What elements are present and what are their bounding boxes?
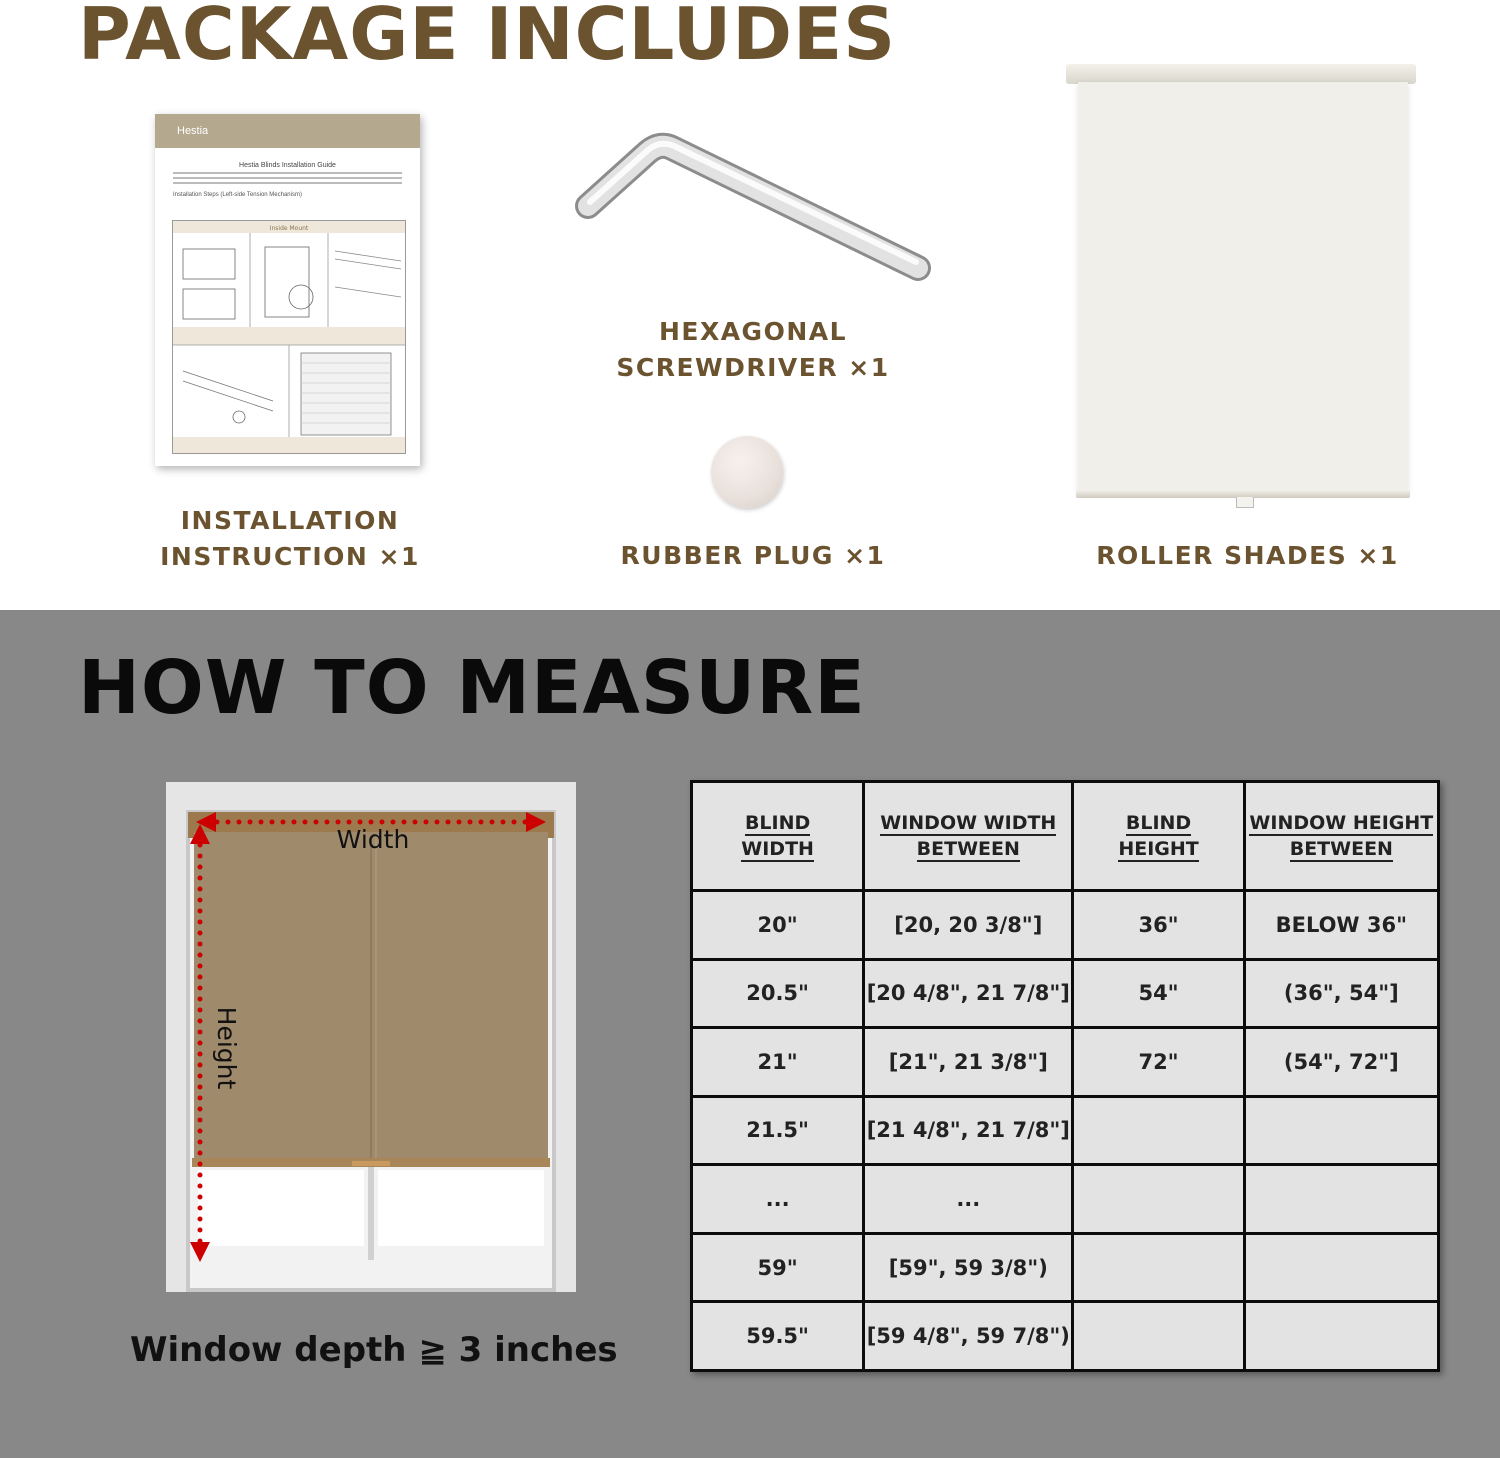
cell-window-width: [59 4/8", 59 7/8") bbox=[864, 1302, 1073, 1371]
guide-diagram-grid bbox=[172, 220, 406, 454]
screwdriver-label-line1: HEXAGONAL bbox=[658, 317, 848, 346]
cell-blind-height: 36" bbox=[1073, 891, 1244, 960]
roller-shades-label: ROLLER SHADES ×1 bbox=[1096, 541, 1399, 570]
cell-window-width: [20, 20 3/8"] bbox=[864, 891, 1073, 960]
table-row bbox=[692, 1096, 1439, 1165]
roller-shade-headrail bbox=[1066, 64, 1416, 84]
table-row bbox=[692, 891, 1439, 960]
measure-illustration bbox=[166, 782, 576, 1292]
cell-window-height bbox=[1244, 1233, 1438, 1302]
roller-shade-pull-tab bbox=[1236, 497, 1254, 508]
size-table bbox=[690, 780, 1440, 1372]
cell-blind-height bbox=[1073, 1165, 1244, 1234]
cell-blind-width: 21.5" bbox=[692, 1096, 864, 1165]
cell-window-height bbox=[1244, 1302, 1438, 1371]
package-title: PACKAGE INCLUDES bbox=[78, 0, 897, 76]
table-row bbox=[692, 959, 1439, 1028]
rubber-plug-image bbox=[711, 436, 783, 508]
cell-blind-height: 72" bbox=[1073, 1028, 1244, 1097]
guide-steps-heading: Installation Steps (Left-side Tension Mechanism) bbox=[173, 192, 302, 198]
hex-key-icon bbox=[570, 130, 940, 290]
cell-blind-width: 21" bbox=[692, 1028, 864, 1097]
rubber-plug-label: RUBBER PLUG ×1 bbox=[620, 541, 886, 570]
cell-blind-width: ... bbox=[692, 1165, 864, 1234]
cell-blind-width: 20.5" bbox=[692, 959, 864, 1028]
header-blind-height: BLIND HEIGHT bbox=[1073, 782, 1244, 891]
cell-window-width: [21 4/8", 21 7/8"] bbox=[864, 1096, 1073, 1165]
cell-blind-width: 59.5" bbox=[692, 1302, 864, 1371]
cell-window-height bbox=[1244, 1165, 1438, 1234]
guide-mount-label: Inside Mount bbox=[269, 225, 309, 232]
table-row bbox=[692, 1165, 1439, 1234]
installation-label-line1: INSTALLATION bbox=[180, 506, 400, 535]
roller-shade-fabric bbox=[1078, 82, 1408, 492]
guide-text-line bbox=[173, 177, 402, 179]
cell-blind-height bbox=[1073, 1096, 1244, 1165]
table-row bbox=[692, 1302, 1439, 1371]
package-section bbox=[0, 0, 1500, 610]
width-label: Width bbox=[336, 825, 410, 854]
cell-window-height: BELOW 36" bbox=[1244, 891, 1438, 960]
guide-brand: Hestia bbox=[177, 125, 209, 137]
cell-window-width: ... bbox=[864, 1165, 1073, 1234]
window-depth-note: Window depth ≧ 3 inches bbox=[130, 1330, 618, 1370]
cell-blind-height bbox=[1073, 1233, 1244, 1302]
header-blind-width: BLIND WIDTH bbox=[692, 782, 864, 891]
guide-header bbox=[155, 114, 420, 148]
guide-text-line bbox=[173, 172, 402, 174]
cell-blind-width: 20" bbox=[692, 891, 864, 960]
cell-blind-width: 59" bbox=[692, 1233, 864, 1302]
header-window-height-between: WINDOW HEIGHT BETWEEN bbox=[1244, 782, 1438, 891]
guide-heading: Hestia Blinds Installation Guide bbox=[239, 162, 336, 169]
how-to-measure-title: HOW TO MEASURE bbox=[78, 645, 866, 731]
header-window-width-between: WINDOW WIDTH BETWEEN bbox=[864, 782, 1073, 891]
table-header-row bbox=[692, 782, 1439, 891]
cell-window-height: (36", 54"] bbox=[1244, 959, 1438, 1028]
table-row bbox=[692, 1028, 1439, 1097]
window-measure-diagram bbox=[166, 782, 576, 1292]
cell-window-width: [59", 59 3/8") bbox=[864, 1233, 1073, 1302]
cell-window-width: [21", 21 3/8"] bbox=[864, 1028, 1073, 1097]
screwdriver-label-line2: SCREWDRIVER ×1 bbox=[616, 353, 890, 382]
installation-guide-image bbox=[155, 114, 420, 466]
table-row bbox=[692, 1233, 1439, 1302]
installation-label-line2: INSTRUCTION ×1 bbox=[160, 542, 420, 571]
guide-text-line bbox=[173, 182, 402, 184]
installation-instruction-label bbox=[150, 503, 430, 575]
cell-blind-height bbox=[1073, 1302, 1244, 1371]
height-label: Height bbox=[212, 1006, 241, 1090]
cell-window-width: [20 4/8", 21 7/8"] bbox=[864, 959, 1073, 1028]
cell-window-height: (54", 72"] bbox=[1244, 1028, 1438, 1097]
cell-window-height bbox=[1244, 1096, 1438, 1165]
cell-blind-height: 54" bbox=[1073, 959, 1244, 1028]
hex-screwdriver-label bbox=[603, 314, 903, 386]
